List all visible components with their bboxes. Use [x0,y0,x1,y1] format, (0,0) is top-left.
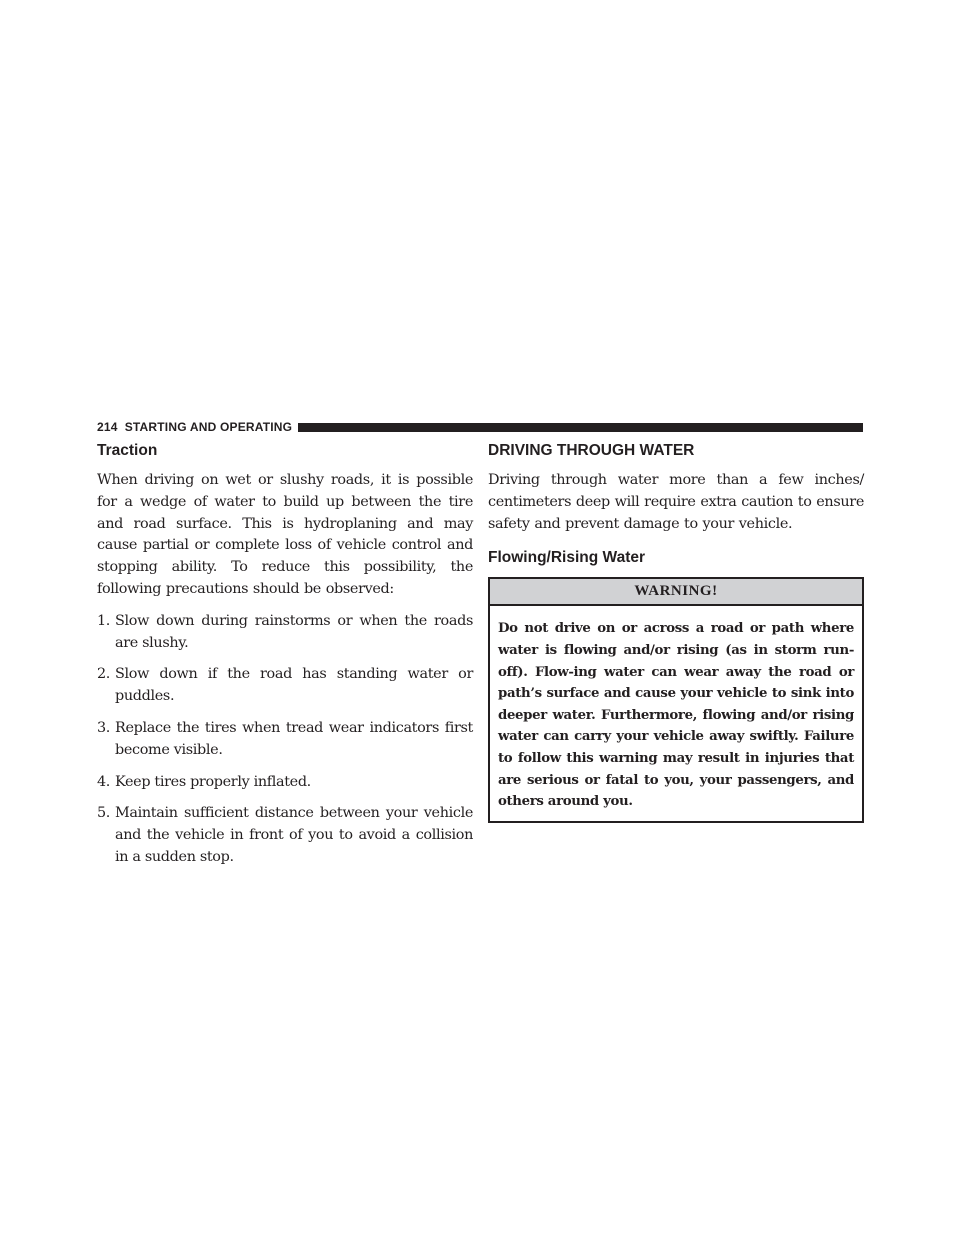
list-item-text: Maintain sufficient distance between your vehicle and the vehicle in front of you to avoid a collision in a sudden stop. [115,805,473,865]
list-item-number: 3. [97,719,111,736]
list-item [97,803,473,868]
right-column [488,440,864,823]
list-item [97,664,473,708]
left-column [97,440,473,879]
warning-title: WARNING! [490,579,862,606]
list-item-number: 5. [97,805,111,822]
list-item-text: Slow down if the road has standing water or puddles. [115,666,473,705]
list-item-number: 4. [97,773,111,790]
traction-heading: Traction [97,442,158,459]
water-intro: Driving through water more than a few inches/ centimeters deep will require extra caution to ensure safety and prevent damage to your vehicle. [488,472,864,532]
section-title: STARTING AND OPERATING [124,420,293,434]
page-number: 214 [97,420,118,434]
list-item [97,772,473,794]
list-item [97,611,473,655]
list-item [97,718,473,762]
page-header [97,420,863,434]
warning-text: Do not drive on or across a road or path where water is flowing and/or rising (as in storm run-off). Flow-ing water can wear away the road or path’s surface and cause your vehicle to sink into deeper water. Furthermore, flowing and/or rising water can carry your vehicle away swiftly. Failure to follow this warning may result in injuries that are serious or fatal to you, your passengers, and others around you. [498,621,854,810]
list-item-text: Slow down during rainstorms or when the roads are slushy. [115,612,473,651]
water-heading: DRIVING THROUGH WATER [488,442,695,459]
list-item-number: 2. [97,666,111,683]
warning-box [488,577,864,822]
list-item-number: 1. [97,612,111,629]
flowing-water-subheading: Flowing/Rising Water [488,549,646,567]
traction-intro: When driving on wet or slushy roads, it is possible for a wedge of water to build up between the tire and road surface. This is hydroplaning and may cause partial or complete loss of vehicle control and stopping ability. To reduce this possibility, the following precautions should be observed: [97,472,473,597]
list-item-text: Keep tires properly inflated. [115,773,311,790]
list-item-text: Replace the tires when tread wear indicators first become visible. [115,719,473,758]
precautions-list [97,611,473,869]
header-rule [298,423,863,432]
